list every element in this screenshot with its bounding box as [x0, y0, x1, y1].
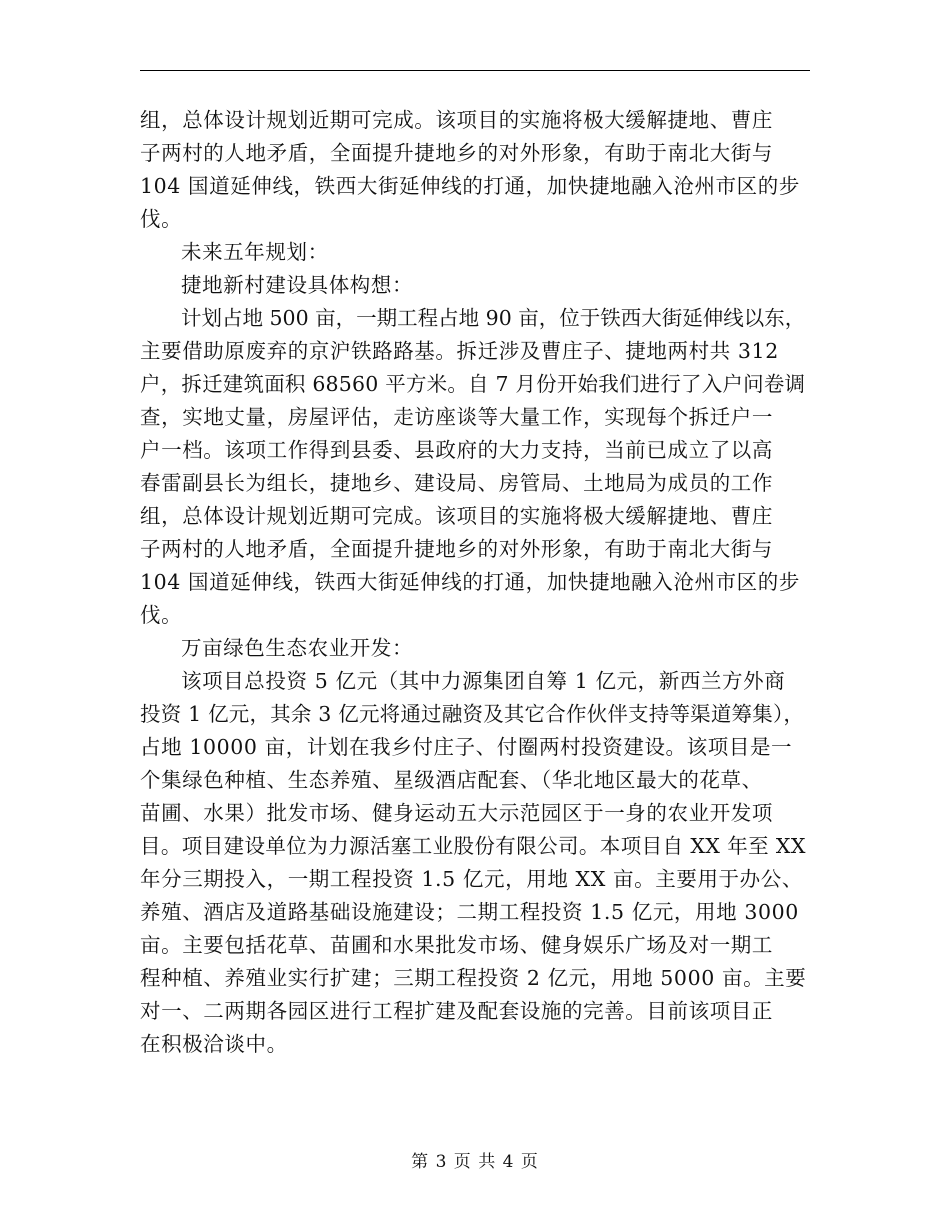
text-line: 查，实地丈量，房屋评估，走访座谈等大量工作，实现每个拆迁户一 [140, 405, 773, 429]
text-line: 春雷副县长为组长，捷地乡、建设局、房管局、土地局为成员的工作 [140, 471, 773, 495]
paragraph-start-line: 捷地新村建设具体构想： [181, 273, 414, 297]
page-footer: 第 3 页 共 4 页 [411, 1152, 539, 1172]
text-line: 年分三期投入，一期工程投资 1.5 亿元，用地 XX 亩。主要用于办公、 [140, 867, 803, 891]
text-line: 养殖、酒店及道路基础设施建设；二期工程投资 1.5 亿元，用地 3000 [140, 900, 799, 924]
text-line: 104 国道延伸线，铁西大街延伸线的打通，加快捷地融入沧州市区的步 [140, 174, 800, 198]
paragraph-start-line: 万亩绿色生态农业开发： [181, 636, 414, 660]
text-line: 主要借助原废弃的京沪铁路路基。拆迁涉及曹庄子、捷地两村共 312 [140, 339, 779, 363]
text-line: 子两村的人地矛盾，全面提升捷地乡的对外形象，有助于南北大街与 [140, 537, 773, 561]
text-line: 亩。主要包括花草、苗圃和水果批发市场、健身娱乐广场及对一期工 [140, 933, 773, 957]
header-rule [140, 70, 810, 71]
text-line: 投资 1 亿元，其余 3 亿元将通过融资及其它合作伙伴支持等渠道筹集）， [140, 702, 805, 726]
paragraph-start-line: 该项目总投资 5 亿元（其中力源集团自筹 1 亿元，新西兰方外商 [181, 669, 786, 693]
text-line: 苗圃、水果）批发市场、健身运动五大示范园区于一身的农业开发项 [140, 801, 773, 825]
paragraph-start-line: 未来五年规划： [181, 240, 329, 264]
text-line: 户，拆迁建筑面积 68560 平方米。自 7 月份开始我们进行了入户问卷调 [140, 372, 806, 396]
text-line: 104 国道延伸线，铁西大街延伸线的打通，加快捷地融入沧州市区的步 [140, 570, 800, 594]
text-line: 目。项目建设单位为力源活塞工业股份有限公司。本项目自 XX 年至 XX [140, 834, 806, 858]
text-line: 在积极洽谈中。 [140, 1032, 288, 1056]
text-line: 组，总体设计规划近期可完成。该项目的实施将极大缓解捷地、曹庄 [140, 108, 773, 132]
text-line: 伐。 [140, 603, 183, 627]
text-line: 对一、二两期各园区进行工程扩建及配套设施的完善。目前该项目正 [140, 999, 773, 1023]
text-line: 户一档。该项工作得到县委、县政府的大力支持，当前已成立了以高 [140, 438, 773, 462]
text-line: 伐。 [140, 207, 183, 231]
document-body [140, 104, 810, 1061]
text-line: 组，总体设计规划近期可完成。该项目的实施将极大缓解捷地、曹庄 [140, 504, 773, 528]
paragraph-start-line: 计划占地 500 亩，一期工程占地 90 亩，位于铁西大街延伸线以东， [181, 306, 806, 330]
text-line: 子两村的人地矛盾，全面提升捷地乡的对外形象，有助于南北大街与 [140, 141, 773, 165]
text-line: 占地 10000 亩，计划在我乡付庄子、付圈两村投资建设。该项目是一 [140, 735, 793, 759]
text-line: 个集绿色种植、生态养殖、星级酒店配套、（华北地区最大的花草、 [140, 768, 763, 792]
text-line: 程种植、养殖业实行扩建；三期工程投资 2 亿元，用地 5000 亩。主要 [140, 966, 807, 990]
